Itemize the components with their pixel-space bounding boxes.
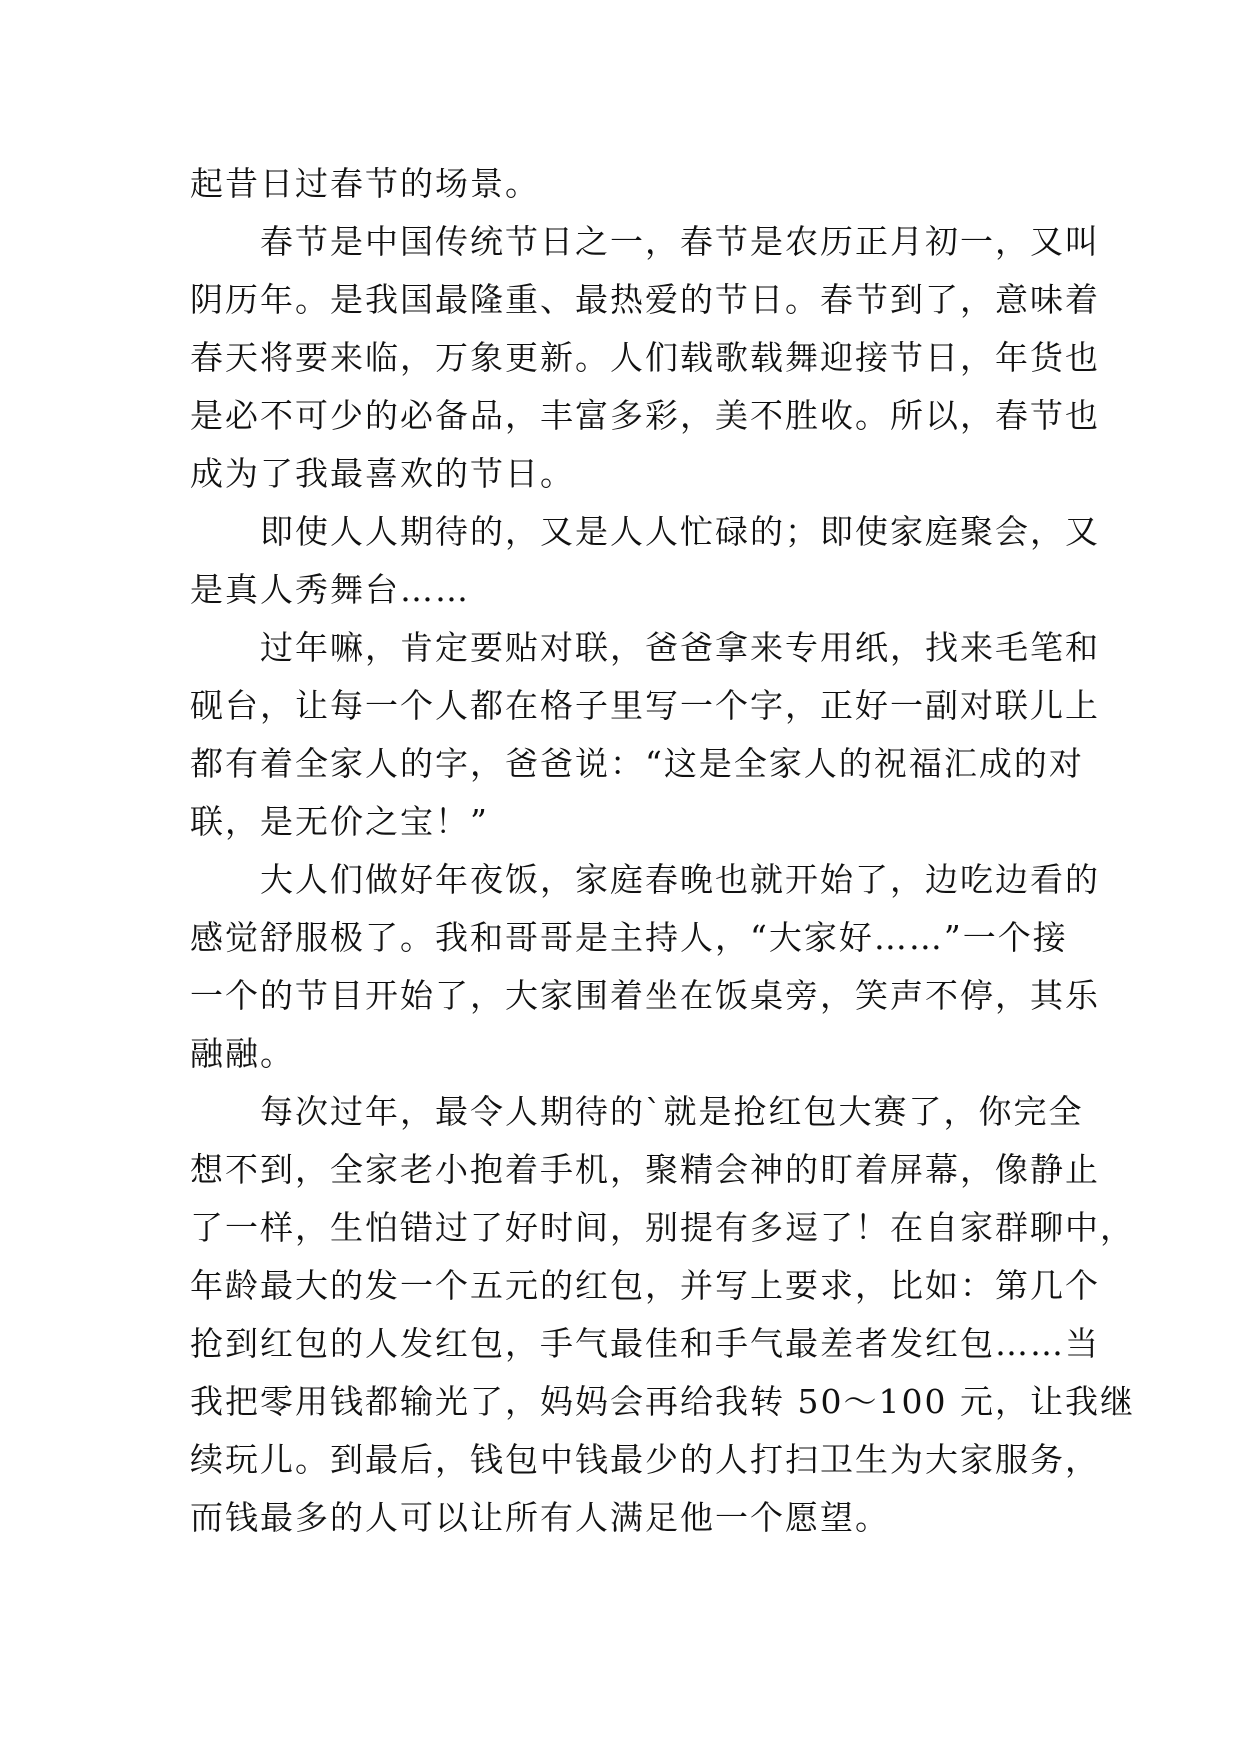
text-line: 想不到，全家老小抱着手机，聚精会神的盯着屏幕，像静止: [190, 1150, 1100, 1189]
text-line: 是必不可少的必备品，丰富多彩，美不胜收。所以，春节也: [190, 396, 1100, 435]
text-line: 阴历年。是我国最隆重、最热爱的节日。春节到了，意味着: [190, 280, 1100, 319]
text-line: 是真人秀舞台……: [190, 570, 470, 609]
text-line: 即使人人期待的，又是人人忙碌的；即使家庭聚会，又: [190, 512, 1100, 551]
body-text: [190, 155, 1135, 1547]
text-line: 砚台，让每一个人都在格子里写一个字，正好一副对联儿上: [190, 686, 1100, 725]
text-line: 年龄最大的发一个五元的红包，并写上要求，比如：第几个: [190, 1266, 1100, 1305]
text-line: 春天将要来临，万象更新。人们载歌载舞迎接节日，年货也: [190, 338, 1100, 377]
text-line: 而钱最多的人可以让所有人满足他一个愿望。: [190, 1498, 890, 1537]
text-line: 成为了我最喜欢的节日。: [190, 454, 575, 493]
text-line: 大人们做好年夜饭，家庭春晚也就开始了，边吃边看的: [190, 860, 1100, 899]
text-line: 了一样，生怕错过了好时间，别提有多逗了！在自家群聊中，: [190, 1208, 1135, 1247]
text-line: 联，是无价之宝！”: [190, 802, 489, 841]
text-line: 每次过年，最令人期待的`就是抢红包大赛了，你完全: [190, 1092, 1084, 1131]
text-line: 我把零用钱都输光了，妈妈会再给我转 50～100 元，让我继: [190, 1382, 1135, 1421]
text-line: 春节是中国传统节日之一，春节是农历正月初一，又叫: [190, 222, 1100, 261]
text-line: 融融。: [190, 1034, 295, 1073]
text-line: 都有着全家人的字，爸爸说：“这是全家人的祝福汇成的对: [190, 744, 1084, 783]
text-line: 一个的节目开始了，大家围着坐在饭桌旁，笑声不停，其乐: [190, 976, 1100, 1015]
text-line: 续玩儿。到最后，钱包中钱最少的人打扫卫生为大家服务，: [190, 1440, 1100, 1479]
text-line: 感觉舒服极了。我和哥哥是主持人，“大家好……”一个接: [190, 918, 1068, 957]
text-line: 抢到红包的人发红包，手气最佳和手气最差者发红包……当: [190, 1324, 1100, 1363]
text-line: 过年嘛，肯定要贴对联，爸爸拿来专用纸，找来毛笔和: [190, 628, 1100, 667]
text-line: 起昔日过春节的场景。: [190, 164, 540, 203]
